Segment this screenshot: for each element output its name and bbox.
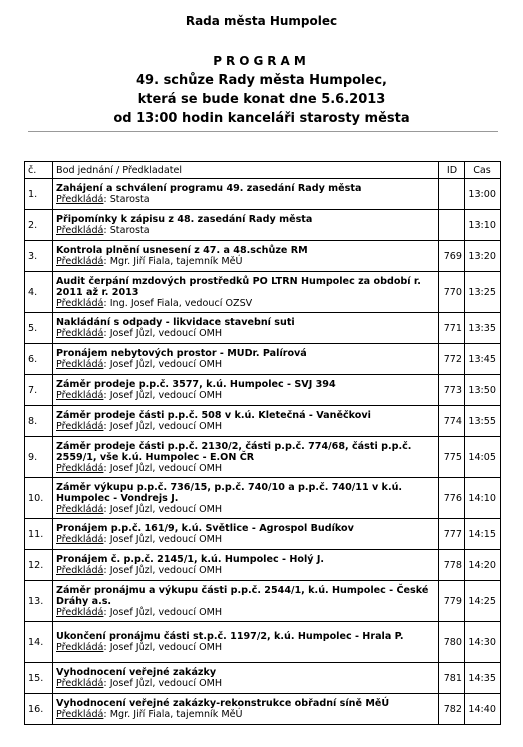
- item-id: 781: [439, 663, 465, 694]
- table-row: [25, 241, 501, 272]
- presenter-name: Josef Jůzl, vedoucí OMH: [109, 678, 223, 689]
- presenter-label: Předkládá: [56, 678, 104, 689]
- table-row: [25, 694, 501, 725]
- item-presenter-line: Předkládá: Mgr. Jiří Fiala, tajemník MěÚ: [56, 256, 243, 267]
- presenter-label: Předkládá: [56, 390, 104, 401]
- item-title: Záměr prodeje p.p.č. 3577, k.ú. Humpolec - SVJ 394: [56, 379, 336, 390]
- col-header-id: ID: [439, 162, 465, 179]
- item-time: 13:10: [465, 210, 501, 241]
- table-row: [25, 437, 501, 478]
- agenda-item: [53, 622, 439, 663]
- item-title: Kontrola plnění usnesení z 47. a 48.schůze RM: [56, 245, 308, 256]
- agenda-item: [53, 550, 439, 581]
- presenter-name: Starosta: [109, 225, 150, 236]
- presenter-label: Předkládá: [56, 225, 104, 236]
- agenda-item: [53, 406, 439, 437]
- item-title: Pronájem č. p.p.č. 2145/1, k.ú. Humpolec - Holý J.: [56, 554, 325, 565]
- meeting-line-3: od 13:00 hodin kanceláři starosty města: [113, 111, 410, 126]
- item-presenter-line: Předkládá: Josef Jůzl, vedoucí OMH: [56, 328, 223, 339]
- col-header-time: Cas: [465, 162, 501, 179]
- row-number: 3.: [25, 241, 53, 272]
- presenter-name: Josef Jůzl, vedoucí OMH: [109, 565, 223, 576]
- presenter-name: Josef Jůzl, vedoucí OMH: [109, 359, 223, 370]
- presenter-name: Josef Jůzl, vedoucí OMH: [109, 642, 223, 653]
- item-presenter-line: Předkládá: Josef Jůzl, vedoucí OMH: [56, 642, 223, 653]
- presenter-name: Mgr. Jiří Fiala, tajemník MěÚ: [109, 256, 243, 267]
- presenter-name: Josef Jůzl, vedoucí OMH: [109, 328, 223, 339]
- item-id: 774: [439, 406, 465, 437]
- row-number: 10.: [25, 478, 53, 519]
- item-title: Zahájení a schválení programu 49. zasedání Rady města: [56, 183, 362, 194]
- item-presenter-line: Předkládá: Josef Jůzl, vedoucí OMH: [56, 462, 223, 474]
- meeting-line-1: 49. schůze Rady města Humpolec,: [136, 73, 387, 88]
- agenda-item: [53, 375, 439, 406]
- presenter-label: Předkládá: [56, 534, 104, 545]
- organization-title: Rada města Humpolec: [185, 14, 338, 28]
- row-number: 11.: [25, 519, 53, 550]
- table-row: [25, 581, 501, 622]
- item-title: Vyhodnocení veřejné zakázky-rekonstrukce obřadní síně MěÚ: [56, 698, 390, 709]
- table-row: [25, 406, 501, 437]
- table-row: [25, 663, 501, 694]
- table-row: [25, 344, 501, 375]
- item-presenter-line: Předkládá: Starosta: [56, 225, 150, 236]
- item-title: Záměr prodeje části p.p.č. 2130/2, části p.p.č. 774/68, části p.p.č. 2559/1, vše k.ú. Humpolec - E.ON ČR: [56, 440, 412, 463]
- presenter-label: Předkládá: [56, 421, 104, 432]
- presenter-name: Josef Jůzl, vedoucí OMH: [109, 462, 223, 474]
- item-presenter-line: Předkládá: Ing. Josef Fiala, vedoucí OZSV: [56, 297, 253, 309]
- item-time: 13:55: [465, 406, 501, 437]
- presenter-name: Mgr. Jiří Fiala, tajemník MěÚ: [109, 709, 243, 720]
- item-title: Záměr výkupu p.p.č. 736/15, p.p.č. 740/10 a p.p.č. 740/11 v k.ú. Humpolec - Vondrejs J.: [56, 481, 403, 504]
- agenda-item: [53, 344, 439, 375]
- item-id: [439, 179, 465, 210]
- presenter-label: Předkládá: [56, 642, 104, 653]
- presenter-name: Josef Jůzl, vedoucí OMH: [109, 421, 223, 432]
- item-time: 14:20: [465, 550, 501, 581]
- item-title: Připomínky k zápisu z 48. zasedání Rady města: [56, 214, 313, 225]
- agenda-item: [53, 478, 439, 519]
- row-number: 7.: [25, 375, 53, 406]
- row-number: 8.: [25, 406, 53, 437]
- row-number: 9.: [25, 437, 53, 478]
- item-time: 13:35: [465, 313, 501, 344]
- agenda-item: [53, 663, 439, 694]
- presenter-label: Předkládá: [56, 503, 104, 515]
- item-time: 13:50: [465, 375, 501, 406]
- item-time: 13:00: [465, 179, 501, 210]
- agenda-table: [24, 161, 501, 725]
- table-row: [25, 210, 501, 241]
- item-title: Audit čerpání mzdových prostředků PO LTRN Humpolec za období r. 2011 až r. 2013: [56, 275, 421, 298]
- agenda-item: [53, 210, 439, 241]
- agenda-item: [53, 241, 439, 272]
- table-row: [25, 375, 501, 406]
- presenter-label: Předkládá: [56, 462, 104, 474]
- item-id: 778: [439, 550, 465, 581]
- item-presenter-line: Předkládá: Josef Jůzl, vedoucí OMH: [56, 534, 223, 545]
- item-id: 780: [439, 622, 465, 663]
- row-number: 13.: [25, 581, 53, 622]
- table-row: [25, 179, 501, 210]
- item-time: 13:25: [465, 272, 501, 313]
- item-time: 14:30: [465, 622, 501, 663]
- item-title: Ukončení pronájmu části st.p.č. 1197/2, k.ú. Humpolec - Hrala P.: [56, 631, 404, 642]
- item-presenter-line: Předkládá: Josef Jůzl, vedoucí OMH: [56, 421, 223, 432]
- item-id: 777: [439, 519, 465, 550]
- item-id: 773: [439, 375, 465, 406]
- item-presenter-line: Předkládá: Mgr. Jiří Fiala, tajemník MěÚ: [56, 709, 243, 720]
- agenda-item: [53, 272, 439, 313]
- presenter-name: Josef Jůzl, vedoucí OMH: [109, 503, 223, 515]
- col-header-num: č.: [25, 162, 53, 179]
- table-row: [25, 272, 501, 313]
- item-time: 14:05: [465, 437, 501, 478]
- table-row: [25, 622, 501, 663]
- presenter-name: Josef Jůzl, vedoucí OMH: [109, 606, 223, 618]
- item-id: 771: [439, 313, 465, 344]
- item-presenter-line: Předkládá: Josef Jůzl, vedoucí OMH: [56, 606, 223, 618]
- row-number: 15.: [25, 663, 53, 694]
- agenda-item: [53, 694, 439, 725]
- table-header-row: [25, 162, 501, 179]
- item-time: 14:35: [465, 663, 501, 694]
- row-number: 5.: [25, 313, 53, 344]
- presenter-label: Předkládá: [56, 606, 104, 618]
- item-presenter-line: Předkládá: Starosta: [56, 194, 150, 205]
- program-heading: PROGRAM: [213, 54, 310, 68]
- row-number: 14.: [25, 622, 53, 663]
- agenda-item: [53, 313, 439, 344]
- item-id: 779: [439, 581, 465, 622]
- item-presenter-line: Předkládá: Josef Jůzl, vedoucí OMH: [56, 359, 223, 370]
- item-id: 772: [439, 344, 465, 375]
- presenter-name: Josef Jůzl, vedoucí OMH: [109, 390, 223, 401]
- header-divider: [28, 131, 498, 132]
- agenda-item: [53, 179, 439, 210]
- item-id: 782: [439, 694, 465, 725]
- agenda-rows: [25, 179, 501, 725]
- item-presenter-line: Předkládá: Josef Jůzl, vedoucí OMH: [56, 565, 223, 576]
- item-id: 775: [439, 437, 465, 478]
- row-number: 6.: [25, 344, 53, 375]
- agenda-item: [53, 581, 439, 622]
- table-row: [25, 519, 501, 550]
- presenter-label: Předkládá: [56, 297, 104, 309]
- item-title: Vyhodnocení veřejné zakázky: [56, 667, 217, 678]
- row-number: 4.: [25, 272, 53, 313]
- item-title: Pronájem p.p.č. 161/9, k.ú. Světlice - Agrospol Budíkov: [56, 523, 354, 534]
- agenda-item: [53, 437, 439, 478]
- presenter-name: Starosta: [109, 194, 150, 205]
- table-row: [25, 478, 501, 519]
- item-time: 14:10: [465, 478, 501, 519]
- item-presenter-line: Předkládá: Josef Jůzl, vedoucí OMH: [56, 390, 223, 401]
- row-number: 2.: [25, 210, 53, 241]
- presenter-name: Josef Jůzl, vedoucí OMH: [109, 534, 223, 545]
- presenter-label: Předkládá: [56, 194, 104, 205]
- row-number: 1.: [25, 179, 53, 210]
- presenter-name: Ing. Josef Fiala, vedoucí OZSV: [109, 297, 253, 309]
- item-id: 769: [439, 241, 465, 272]
- agenda-item: [53, 519, 439, 550]
- item-time: 14:25: [465, 581, 501, 622]
- presenter-label: Předkládá: [56, 328, 104, 339]
- meeting-line-2: která se bude konat dne 5.6.2013: [137, 92, 386, 107]
- item-id: 770: [439, 272, 465, 313]
- presenter-label: Předkládá: [56, 256, 104, 267]
- item-title: Nakládání s odpady - likvidace stavební suti: [56, 317, 295, 328]
- presenter-label: Předkládá: [56, 565, 104, 576]
- item-presenter-line: Předkládá: Josef Jůzl, vedoucí OMH: [56, 503, 223, 515]
- table-row: [25, 550, 501, 581]
- item-time: 13:20: [465, 241, 501, 272]
- table-row: [25, 313, 501, 344]
- item-time: 14:40: [465, 694, 501, 725]
- presenter-label: Předkládá: [56, 709, 104, 720]
- row-number: 16.: [25, 694, 53, 725]
- item-title: Záměr pronájmu a výkupu části p.p.č. 2544/1, k.ú. Humpolec - České Dráhy a.s.: [56, 584, 429, 607]
- item-title: Pronájem nebytových prostor - MUDr. Palírová: [56, 348, 307, 359]
- item-time: 13:45: [465, 344, 501, 375]
- item-presenter-line: Předkládá: Josef Jůzl, vedoucí OMH: [56, 678, 223, 689]
- row-number: 12.: [25, 550, 53, 581]
- item-title: Záměr prodeje části p.p.č. 508 v k.ú. Kletečná - Vaněčkovi: [56, 410, 371, 421]
- presenter-label: Předkládá: [56, 359, 104, 370]
- item-id: [439, 210, 465, 241]
- col-header-item: Bod jednání / Předkladatel: [53, 162, 439, 179]
- item-id: 776: [439, 478, 465, 519]
- item-time: 14:15: [465, 519, 501, 550]
